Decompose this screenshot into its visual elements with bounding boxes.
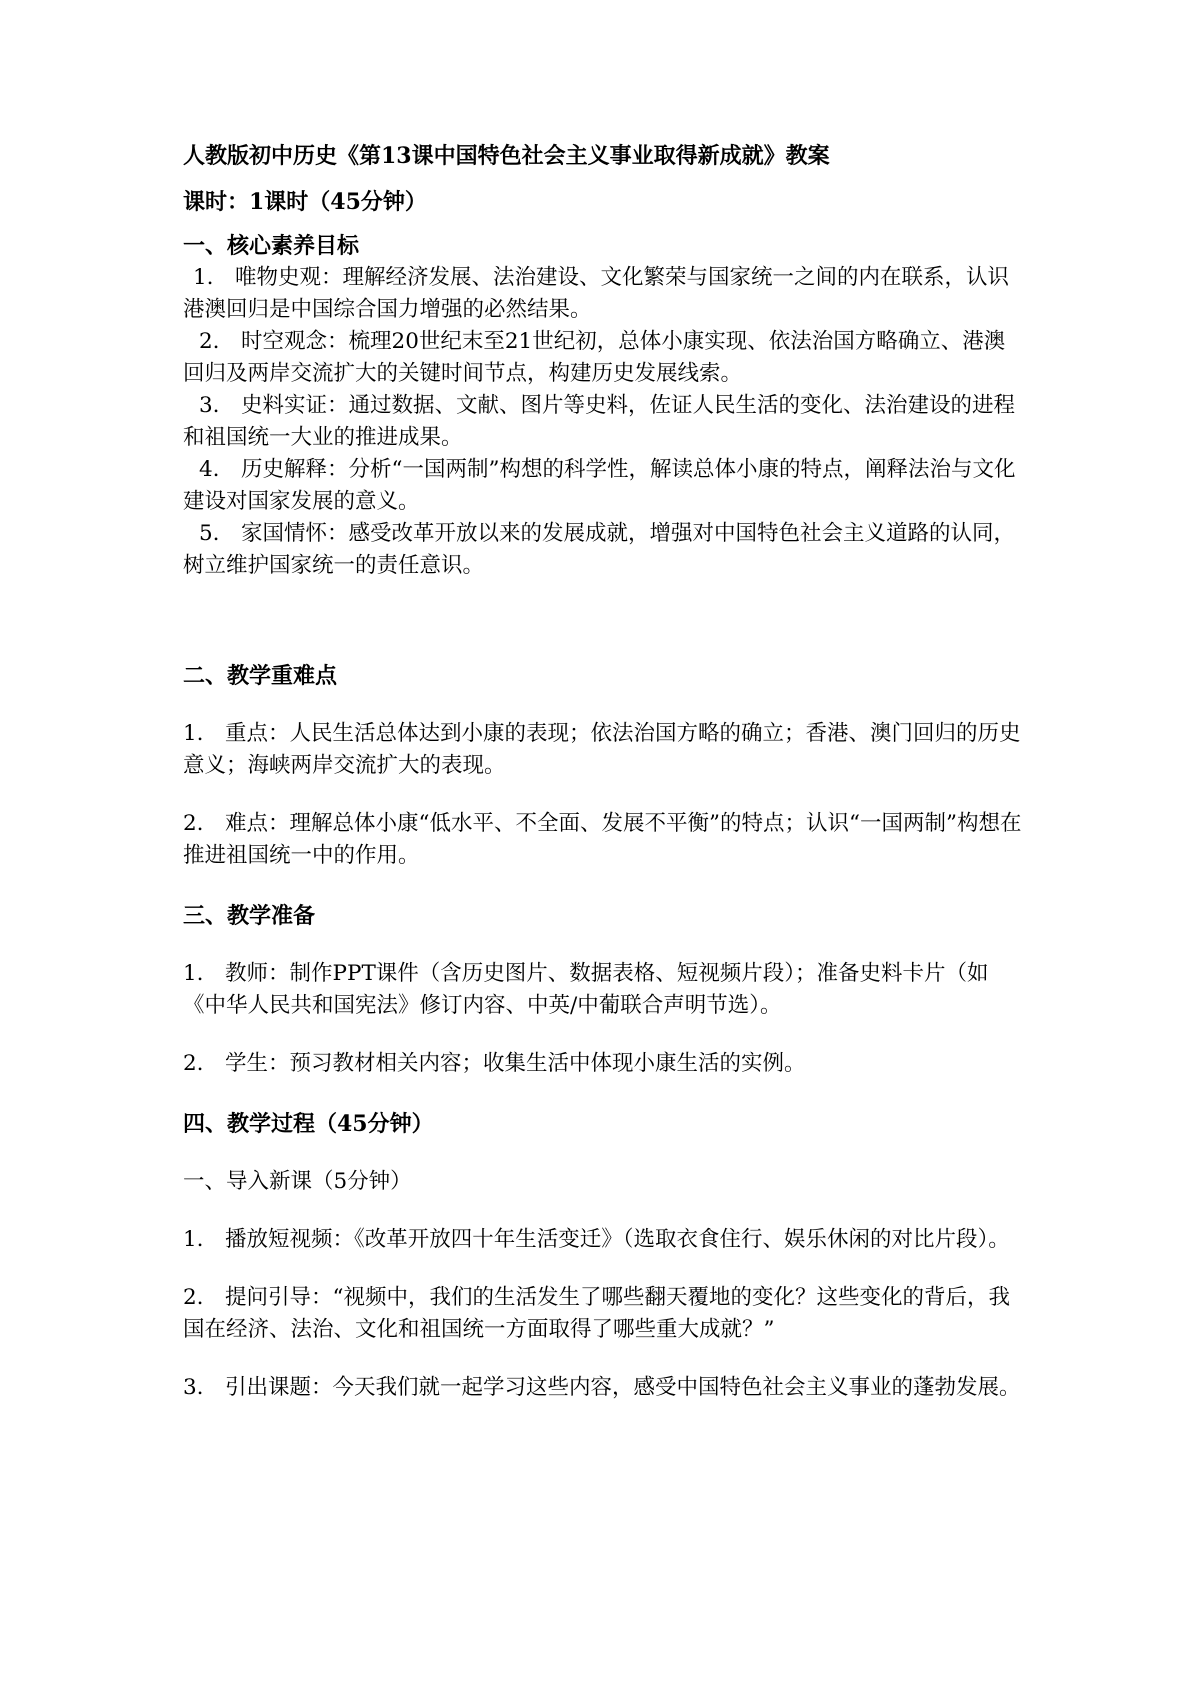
objective-item: 5. 家国情怀：感受改革开放以来的发展成就，增强对中国特色社会主义道路的认同，树立维护国家统一的责任意识。 (183, 521, 1016, 578)
objective-item: 2. 时空观念：梳理20世纪末至21世纪初，总体小康实现、依法治国方略确立、港澳回归及两岸交流扩大的关键时间节点，构建历史发展线索。 (183, 329, 1006, 386)
key-point-item: 1. 重点：人民生活总体达到小康的表现；依法治国方略的确立；香港、澳门回归的历史意义；海峡两岸交流扩大的表现。 (183, 721, 1021, 778)
preparation-item: 1. 教师：制作PPT课件（含历史图片、数据表格、短视频片段）；准备史料卡片（如《中华人民共和国宪法》修订内容、中英/中葡联合声明节选）。 (183, 961, 989, 1018)
key-point-item: 2. 难点：理解总体小康“低水平、不全面、发展不平衡”的特点；认识“一国两制”构想在推进祖国统一中的作用。 (183, 811, 1022, 868)
process-item: 2. 提问引导：“视频中，我们的生活发生了哪些翻天覆地的变化？这些变化的背后，我国在经济、法治、文化和祖国统一方面取得了哪些重大成就？” (183, 1285, 1011, 1342)
process-item: 1. 播放短视频：《改革开放四十年生活变迁》（选取衣食住行、娱乐休闲的对比片段）。 (183, 1227, 1010, 1252)
document-body (183, 140, 1025, 1404)
objective-item: 4. 历史解释：分析“一国两制”构想的科学性，解读总体小康的特点，阐释法治与文化建设对国家发展的意义。 (183, 457, 1016, 514)
objective-item: 3. 史料实证：通过数据、文献、图片等史料，佐证人民生活的变化、法治建设的进程和祖国统一大业的推进成果。 (183, 393, 1016, 450)
section-heading-process: 四、教学过程（45分钟） (183, 1111, 434, 1137)
process-item: 3. 引出课题：今天我们就一起学习这些内容，感受中国特色社会主义事业的蓬勃发展。 (183, 1375, 1021, 1400)
section-heading-objectives: 一、核心素养目标 (183, 233, 360, 259)
preparation-item: 2. 学生：预习教材相关内容；收集生活中体现小康生活的实例。 (183, 1051, 806, 1076)
section-heading-preparation: 三、教学准备 (183, 903, 316, 929)
section-heading-key-points: 二、教学重难点 (183, 663, 338, 689)
subsection-heading-intro: 一、导入新课（5分钟） (183, 1169, 412, 1194)
objective-item: 1. 唯物史观：理解经济发展、法治建设、文化繁荣与国家统一之间的内在联系，认识港澳回归是中国综合国力增强的必然结果。 (183, 265, 1010, 322)
lesson-hours: 课时：1课时（45分钟） (183, 189, 427, 215)
document-title: 人教版初中历史《第13课中国特色社会主义事业取得新成就》教案 (183, 143, 830, 169)
